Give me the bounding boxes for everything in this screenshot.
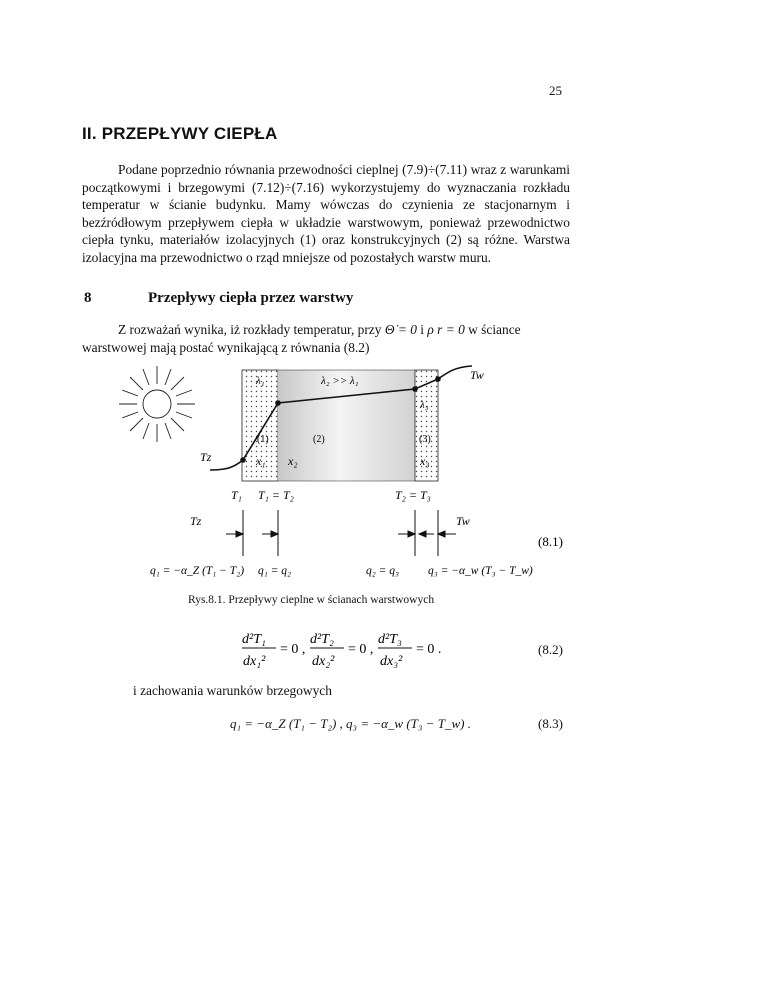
section-title: Przepływy ciepła przez warstwy (148, 290, 354, 306)
chapter-title: II. PRZEPŁYWY CIEPŁA (82, 124, 278, 143)
label-x1: x₁ (256, 454, 266, 468)
node-T1 (240, 457, 246, 463)
page-number: 25 (549, 83, 562, 98)
equation-label-8-1: (8.1) (538, 534, 563, 549)
eq2-num3: d²T₃ (378, 632, 402, 647)
label-lambda3: λ₃ (420, 399, 429, 411)
label-T1-eq-T2: T₁ = T₂ (258, 488, 294, 502)
label-lambda1: λ₁ (256, 375, 265, 387)
label-x2: x₂ (288, 454, 298, 468)
label-Tz-top: Tz (200, 450, 212, 464)
eq2-den1: dx₁² (243, 654, 266, 669)
label-x3: x₃ (420, 454, 430, 468)
label-q3-expr: q₃ = −α_w (T₃ − T_w) (428, 565, 533, 577)
figure-caption: Rys.8.1. Przepływy cieplne w ścianach warstwowych (188, 594, 435, 606)
figure-wall-layers (110, 360, 580, 585)
node-T3 (412, 386, 418, 392)
intro-paragraph: Podane poprzednio równania przewodności cieplnej (7.9)÷(7.11) wraz z warunkami początkowymi i brzegowymi (7.12)÷(7.16) wykorzystujemy do wyznaczania rozkładu temperatur w ścianie budynku. Mamy wówczas do czynienia ze stacjonarnym i bezźródłowym przepływem ciepła w układzie warstwowym, ponieważ przewodnictwo ciepła tynku, materiałów izolacyjnych (1) oraz konstrukcyjnych (2) są różne. Warstwa izolacyjna ma przewodnictwo o rząd mniejsze od pozostałych warstw muru. (82, 162, 570, 265)
statement-line-1 (82, 321, 570, 339)
statement-part2: w ściance (468, 322, 521, 337)
eq2-den3: dx₃² (380, 654, 403, 669)
label-layer1: (1) (257, 434, 269, 445)
node-Tw (435, 376, 441, 382)
label-Tz-bottom: Tz (190, 514, 202, 528)
label-q1-expr: q₁ = −α_Z (T₁ − T₂) (150, 565, 245, 577)
condition-theta: Θ̇ = 0 (384, 322, 417, 337)
statement-paragraph (82, 321, 570, 356)
equation-8-2 (240, 625, 500, 675)
eq2-num1: d²T₁ (242, 632, 266, 647)
label-q1-eq-q2: q₁ = q₂ (258, 565, 292, 577)
section-number: 8 (84, 290, 92, 306)
boundary-conditions-text: i zachowania warunków brzegowych (133, 683, 332, 698)
label-layer3: (3) (419, 434, 431, 445)
label-Tw-bottom: Tw (456, 514, 470, 528)
statement-part1: Z rozważań wynika, iż rozkłady temperatur, przy (118, 322, 382, 337)
statement-line-2: warstwowej mają postać wynikającą z równania (8.2) (82, 339, 370, 355)
label-lambda-relation: λ₂ >> λ₁ (321, 375, 359, 387)
statement-conj: i (420, 322, 425, 337)
equation-label-8-3: (8.3) (538, 716, 563, 731)
eq2-zero3: = 0 . (416, 642, 442, 657)
sun-icon (119, 366, 195, 442)
equation-8-3: q₁ = −α_Z (T₁ − T₂) , q₃ = −α_w (T₃ − T_w) . (230, 716, 471, 731)
label-T1: T₁ (231, 488, 242, 502)
equation-label-8-2: (8.2) (538, 642, 563, 657)
eq2-zero2: = 0 , (348, 642, 374, 657)
eq2-den2: dx₂² (312, 654, 335, 669)
label-T2-eq-T3: T₂ = T₃ (395, 488, 431, 502)
node-T2 (275, 400, 281, 406)
label-q2-eq-q3: q₂ = q₃ (366, 565, 400, 577)
eq2-zero1: = 0 , (280, 642, 306, 657)
condition-rho: ρ r = 0 (427, 322, 465, 337)
label-Tw-top: Tw (470, 368, 484, 382)
eq2-num2: d²T₂ (310, 632, 334, 647)
label-layer2: (2) (313, 434, 325, 445)
